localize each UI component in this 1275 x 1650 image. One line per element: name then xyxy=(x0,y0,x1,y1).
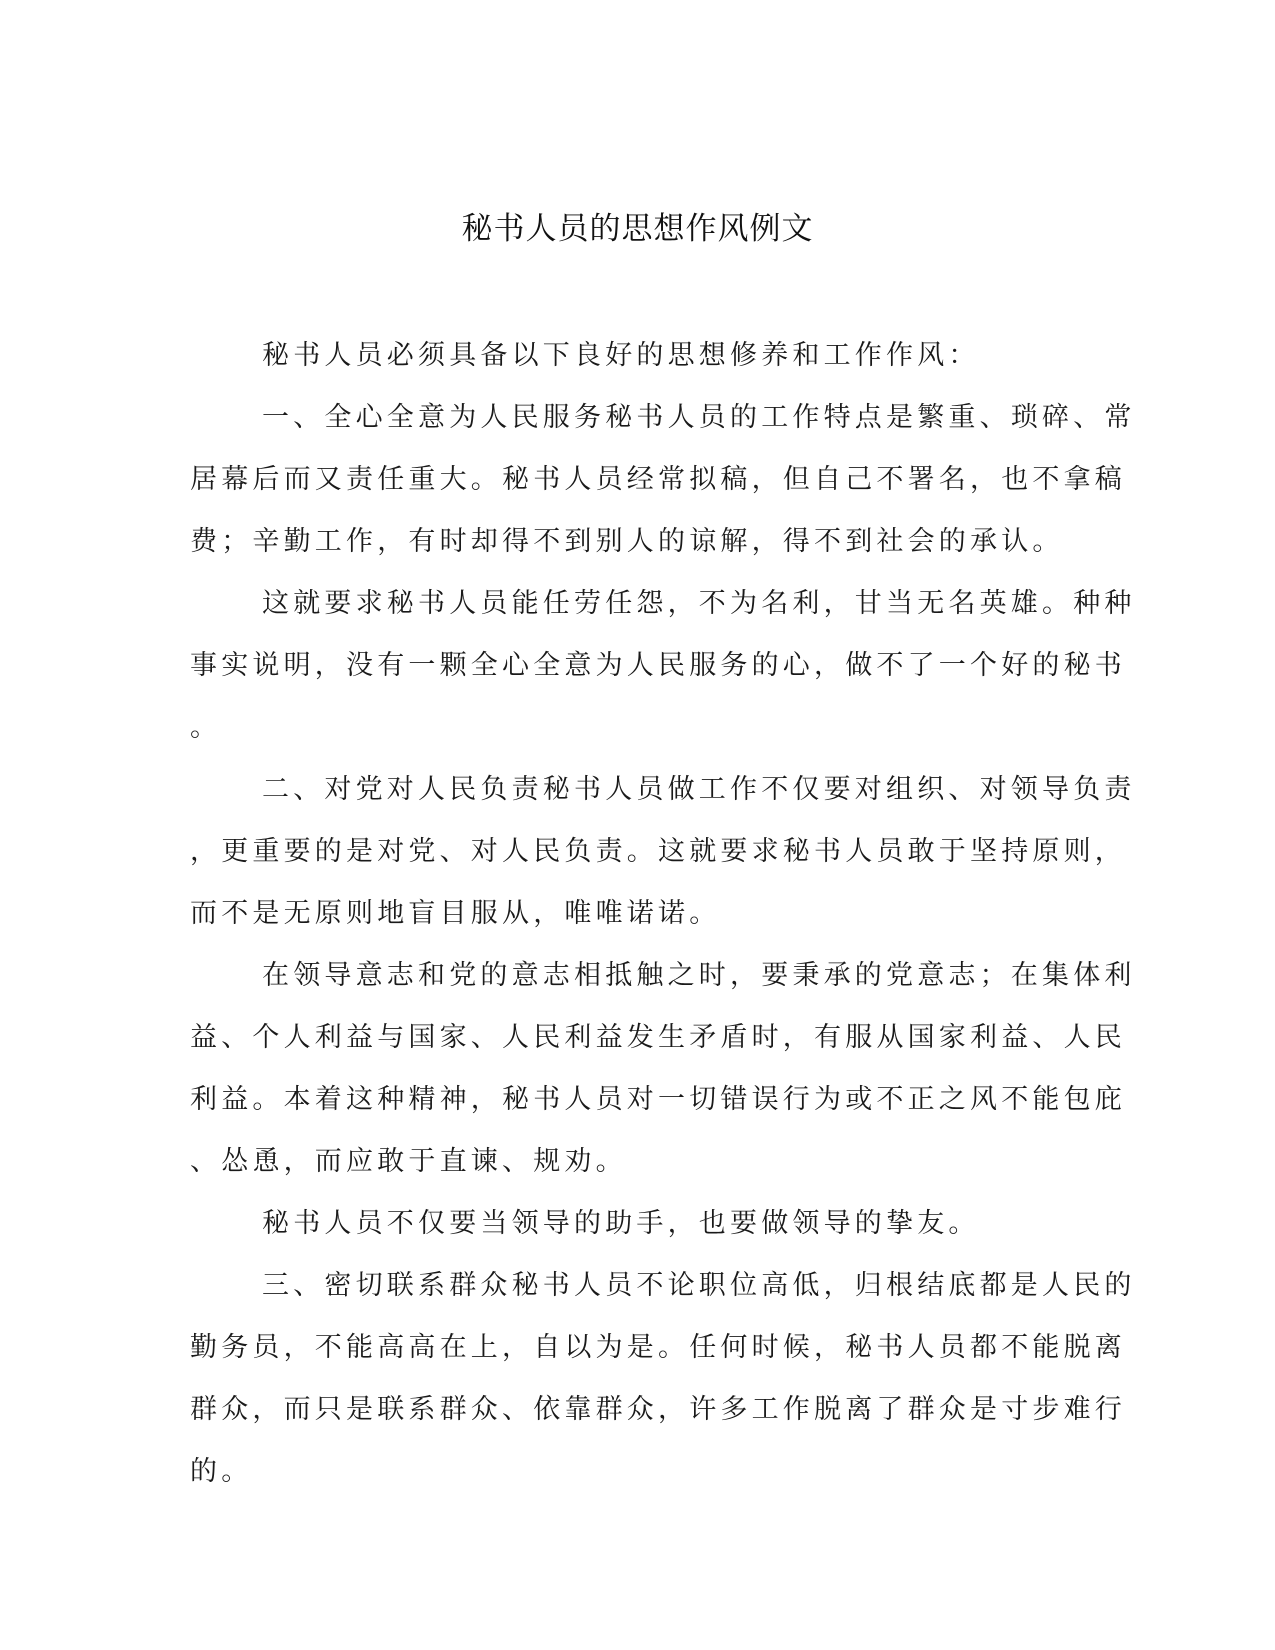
paragraph-line: 而不是无原则地盲目服从，唯唯诺诺。 xyxy=(190,898,721,929)
paragraph-line: 群众，而只是联系群众、依靠群众，许多工作脱离了群众是寸步难行 xyxy=(190,1394,1126,1425)
paragraph-line: 二、对党对人民负责秘书人员做工作不仅要对组织、对领导负责 xyxy=(262,774,1136,805)
paragraph-line: 秘书人员不仅要当领导的助手，也要做领导的挚友。 xyxy=(262,1208,980,1239)
paragraph-line: 、怂恿，而应敢于直谏、规劝。 xyxy=(190,1146,627,1177)
paragraph-line: 事实说明，没有一颗全心全意为人民服务的心，做不了一个好的秘书 xyxy=(190,650,1126,681)
paragraph-line: 三、密切联系群众秘书人员不论职位高低，归根结底都是人民的 xyxy=(262,1270,1136,1301)
paragraph-line: ，更重要的是对党、对人民负责。这就要求秘书人员敢于坚持原则， xyxy=(190,836,1126,867)
paragraph-line: 。 xyxy=(190,712,222,743)
document-title: 秘书人员的思想作风例文 xyxy=(461,211,814,247)
paragraph-line: 在领导意志和党的意志相抵触之时，要秉承的党意志；在集体利 xyxy=(262,960,1136,991)
paragraph-line: 益、个人利益与国家、人民利益发生矛盾时，有服从国家利益、人民 xyxy=(190,1022,1126,1053)
paragraph-line: 利益。本着这种精神，秘书人员对一切错误行为或不正之风不能包庇 xyxy=(190,1084,1126,1115)
paragraph-line: 勤务员，不能高高在上，自以为是。任何时候，秘书人员都不能脱离 xyxy=(190,1332,1126,1363)
paragraph-line: 居幕后而又责任重大。秘书人员经常拟稿，但自己不署名，也不拿稿 xyxy=(190,464,1126,495)
paragraph-line: 一、全心全意为人民服务秘书人员的工作特点是繁重、琐碎、常 xyxy=(262,402,1136,433)
paragraph-line: 的。 xyxy=(190,1456,253,1487)
paragraph-line: 这就要求秘书人员能任劳任怨，不为名利，甘当无名英雄。种种 xyxy=(262,588,1136,619)
document-body xyxy=(190,325,1136,1503)
paragraph-line: 费；辛勤工作，有时却得不到别人的谅解，得不到社会的承认。 xyxy=(190,526,1064,557)
paragraph-line: 秘书人员必须具备以下良好的思想修养和工作作风： xyxy=(262,340,980,371)
